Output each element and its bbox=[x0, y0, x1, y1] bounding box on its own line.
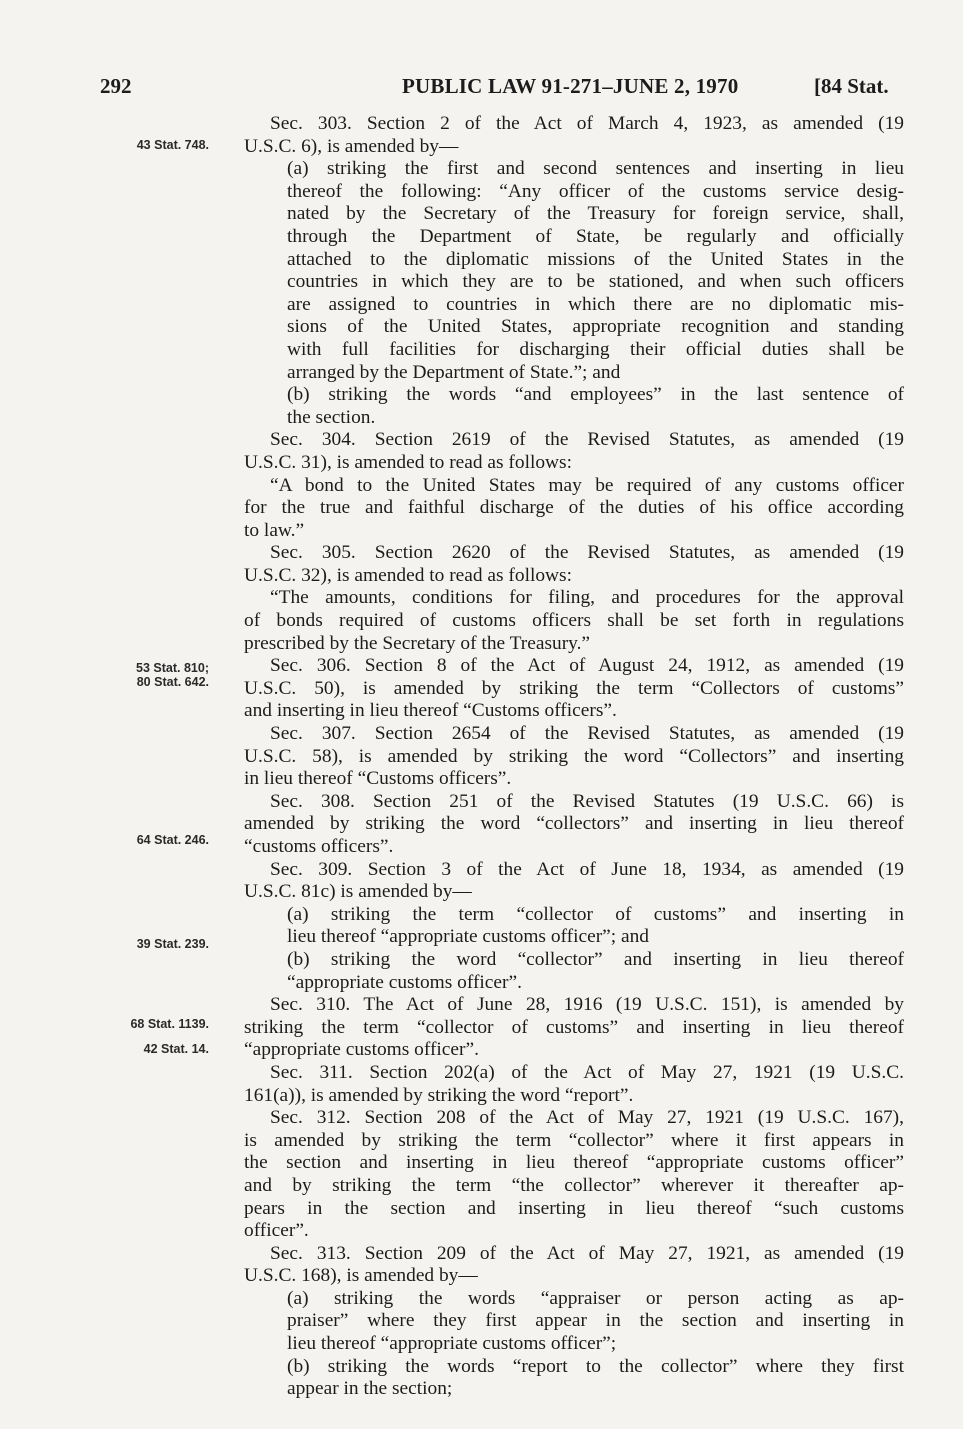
body-line: “customs officers”. bbox=[244, 836, 394, 857]
statute-reference: [84 Stat. bbox=[814, 74, 889, 98]
body-line: appear in the section; bbox=[287, 1378, 453, 1400]
body-line: praiser” where they first appear in the section and inserting in bbox=[287, 1310, 904, 1332]
body-line: for the true and faithful discharge of the duties of his office according bbox=[244, 497, 904, 519]
body-line: “A bond to the United States may be required of any customs officer bbox=[270, 474, 904, 496]
body-line: in lieu thereof “Customs officers”. bbox=[244, 768, 512, 790]
page-title: PUBLIC LAW 91-271–JUNE 2, 1970 bbox=[402, 74, 739, 98]
section-312-heading: Sec. 312. Section 208 of the Act of May 27, 1921 (19 U.S.C. 167), bbox=[270, 1107, 904, 1129]
body-line: 161(a)), is amended by striking the word “report”. bbox=[244, 1084, 634, 1106]
body-line: U.S.C. 32), is amended to read as follows: bbox=[244, 564, 572, 586]
body-line: lieu thereof “appropriate customs officer”; and bbox=[287, 926, 649, 948]
body-line: through the Department of State, be regularly and officially bbox=[287, 225, 904, 247]
body-line: (a) striking the first and second sentences and inserting in lieu bbox=[287, 158, 904, 180]
body-line: U.S.C. 31), is amended to read as follows: bbox=[244, 451, 572, 473]
body-line: U.S.C. 81c) is amended by— bbox=[244, 881, 472, 903]
body-line: attached to the diplomatic missions of the United States in the bbox=[287, 248, 904, 270]
body-line: (b) striking the words “report to the collector” where they first bbox=[287, 1355, 904, 1377]
body-line: arranged by the Department of State.”; and bbox=[287, 361, 621, 383]
section-309-heading: Sec. 309. Section 3 of the Act of June 18, 1934, as amended (19 bbox=[270, 858, 904, 880]
body-line: (b) striking the words “and employees” in the last sentence of bbox=[287, 384, 904, 406]
section-313-heading: Sec. 313. Section 209 of the Act of May 27, 1921, as amended (19 bbox=[270, 1242, 904, 1264]
body-line: sions of the United States, appropriate recognition and standing bbox=[287, 316, 904, 338]
section-303-heading: Sec. 303. Section 2 of the Act of March 4, 1923, as amended (19 bbox=[270, 113, 904, 134]
body-line: countries in which they are to be stationed, and when such officers bbox=[287, 271, 904, 293]
body-line: the section and inserting in lieu thereof “appropriate customs officer” bbox=[244, 1152, 904, 1174]
page-number: 292 bbox=[100, 74, 132, 98]
section-307-heading: Sec. 307. Section 2654 of the Revised Statutes, as amended (19 bbox=[270, 723, 904, 745]
body-line: thereof the following: “Any officer of the customs service desig- bbox=[287, 180, 904, 202]
section-310-heading: Sec. 310. The Act of June 28, 1916 (19 U.S.C. 151), is amended by bbox=[270, 994, 904, 1016]
margin-note: 43 Stat. 748. bbox=[136, 138, 209, 152]
body-line: prescribed by the Secretary of the Treasury.” bbox=[244, 632, 591, 654]
body-line: “appropriate customs officer”. bbox=[244, 1039, 479, 1061]
body-line: is amended by striking the term “collector” where it first appears in bbox=[244, 1129, 904, 1151]
margin-note: 42 Stat. 14. bbox=[143, 1042, 209, 1056]
section-308-heading: Sec. 308. Section 251 of the Revised Statutes (19 U.S.C. 66) is bbox=[270, 790, 904, 812]
section-311-heading: Sec. 311. Section 202(a) of the Act of May 27, 1921 (19 U.S.C. bbox=[270, 1061, 904, 1083]
body-line: (a) striking the term “collector of customs” and inserting in bbox=[287, 903, 904, 925]
body-line: (b) striking the word “collector” and inserting in lieu thereof bbox=[287, 948, 904, 970]
body-line: are assigned to countries in which there are no diplomatic mis- bbox=[287, 293, 904, 315]
body-line: “appropriate customs officer”. bbox=[287, 971, 522, 993]
margin-note: 68 Stat. 1139. bbox=[130, 1017, 209, 1031]
margin-note: 64 Stat. 246. bbox=[136, 833, 209, 847]
margin-note: 53 Stat. 810; bbox=[136, 661, 209, 675]
body-line: to law.” bbox=[244, 519, 305, 541]
body-line: of bonds required of customs officers shall be set forth in regulations bbox=[244, 610, 904, 632]
margin-note: 80 Stat. 642. bbox=[136, 675, 209, 689]
body-line: the section. bbox=[287, 406, 376, 428]
body-line: U.S.C. 50), is amended by striking the term “Collectors of customs” bbox=[244, 677, 904, 699]
body-line: nated by the Secretary of the Treasury for foreign service, shall, bbox=[287, 203, 904, 225]
body-line: U.S.C. 6), is amended by— bbox=[244, 135, 459, 157]
body-line: lieu thereof “appropriate customs officer”; bbox=[287, 1333, 617, 1355]
section-304-heading: Sec. 304. Section 2619 of the Revised Statutes, as amended (19 bbox=[270, 429, 904, 451]
statute-body bbox=[244, 113, 904, 1401]
body-line: “The amounts, conditions for filing, and procedures for the approval bbox=[270, 587, 904, 609]
body-line: pears in the section and inserting in lieu thereof “such customs bbox=[244, 1197, 904, 1219]
body-line: (a) striking the words “appraiser or person acting as ap- bbox=[287, 1287, 904, 1309]
margin-note: 39 Stat. 239. bbox=[136, 937, 209, 951]
body-line: U.S.C. 58), is amended by striking the word “Collectors” and inserting bbox=[244, 745, 904, 767]
body-line: with full facilities for discharging their official duties shall be bbox=[287, 338, 904, 360]
body-line: striking the term “collector of customs” and inserting in lieu thereof bbox=[244, 1016, 904, 1038]
body-line: amended by striking the word “collectors” and inserting in lieu thereof bbox=[244, 813, 904, 835]
body-line: and by striking the term “the collector” wherever it thereafter ap- bbox=[244, 1174, 904, 1196]
body-line: U.S.C. 168), is amended by— bbox=[244, 1265, 478, 1287]
margin-notes bbox=[0, 0, 215, 1429]
section-306-heading: Sec. 306. Section 8 of the Act of August 24, 1912, as amended (19 bbox=[270, 655, 904, 677]
section-305-heading: Sec. 305. Section 2620 of the Revised Statutes, as amended (19 bbox=[270, 542, 904, 564]
body-line: and inserting in lieu thereof “Customs officers”. bbox=[244, 700, 617, 722]
body-line: officer”. bbox=[244, 1220, 309, 1242]
